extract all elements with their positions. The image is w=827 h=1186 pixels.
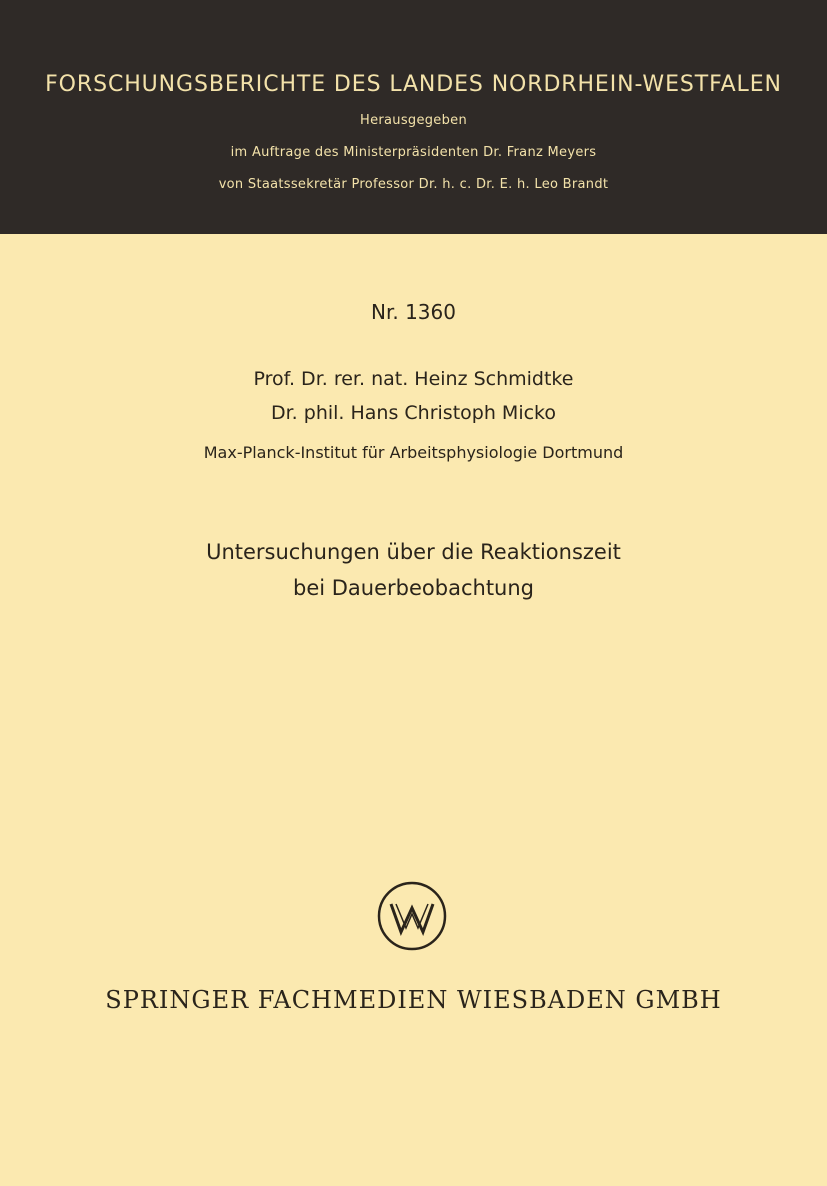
report-number: Nr. 1360 — [371, 300, 456, 324]
secretary-line: von Staatssekretär Professor Dr. h. c. Dr. E. h. Leo Brandt — [218, 177, 609, 192]
series-title: FORSCHUNGSBERICHTE DES LANDES NORDRHEIN-WESTFALEN — [45, 72, 782, 97]
author-2: Dr. phil. Hans Christoph Micko — [270, 402, 556, 424]
publisher-name: SPRINGER FACHMEDIEN WIESBADEN GMBH — [105, 986, 722, 1014]
title-line-2: bei Dauerbeobachtung — [293, 576, 534, 600]
institute: Max-Planck-Institut für Arbeitsphysiologie Dortmund — [203, 443, 624, 462]
author-1: Prof. Dr. rer. nat. Heinz Schmidtke — [253, 368, 574, 390]
commission-line: im Auftrage des Ministerpräsidenten Dr. Franz Meyers — [230, 145, 597, 160]
header-band — [0, 0, 827, 234]
publisher-logo-icon — [376, 880, 448, 952]
title-line-1: Untersuchungen über die Reaktionszeit — [206, 540, 621, 564]
editor-line: Herausgegeben — [360, 113, 467, 128]
